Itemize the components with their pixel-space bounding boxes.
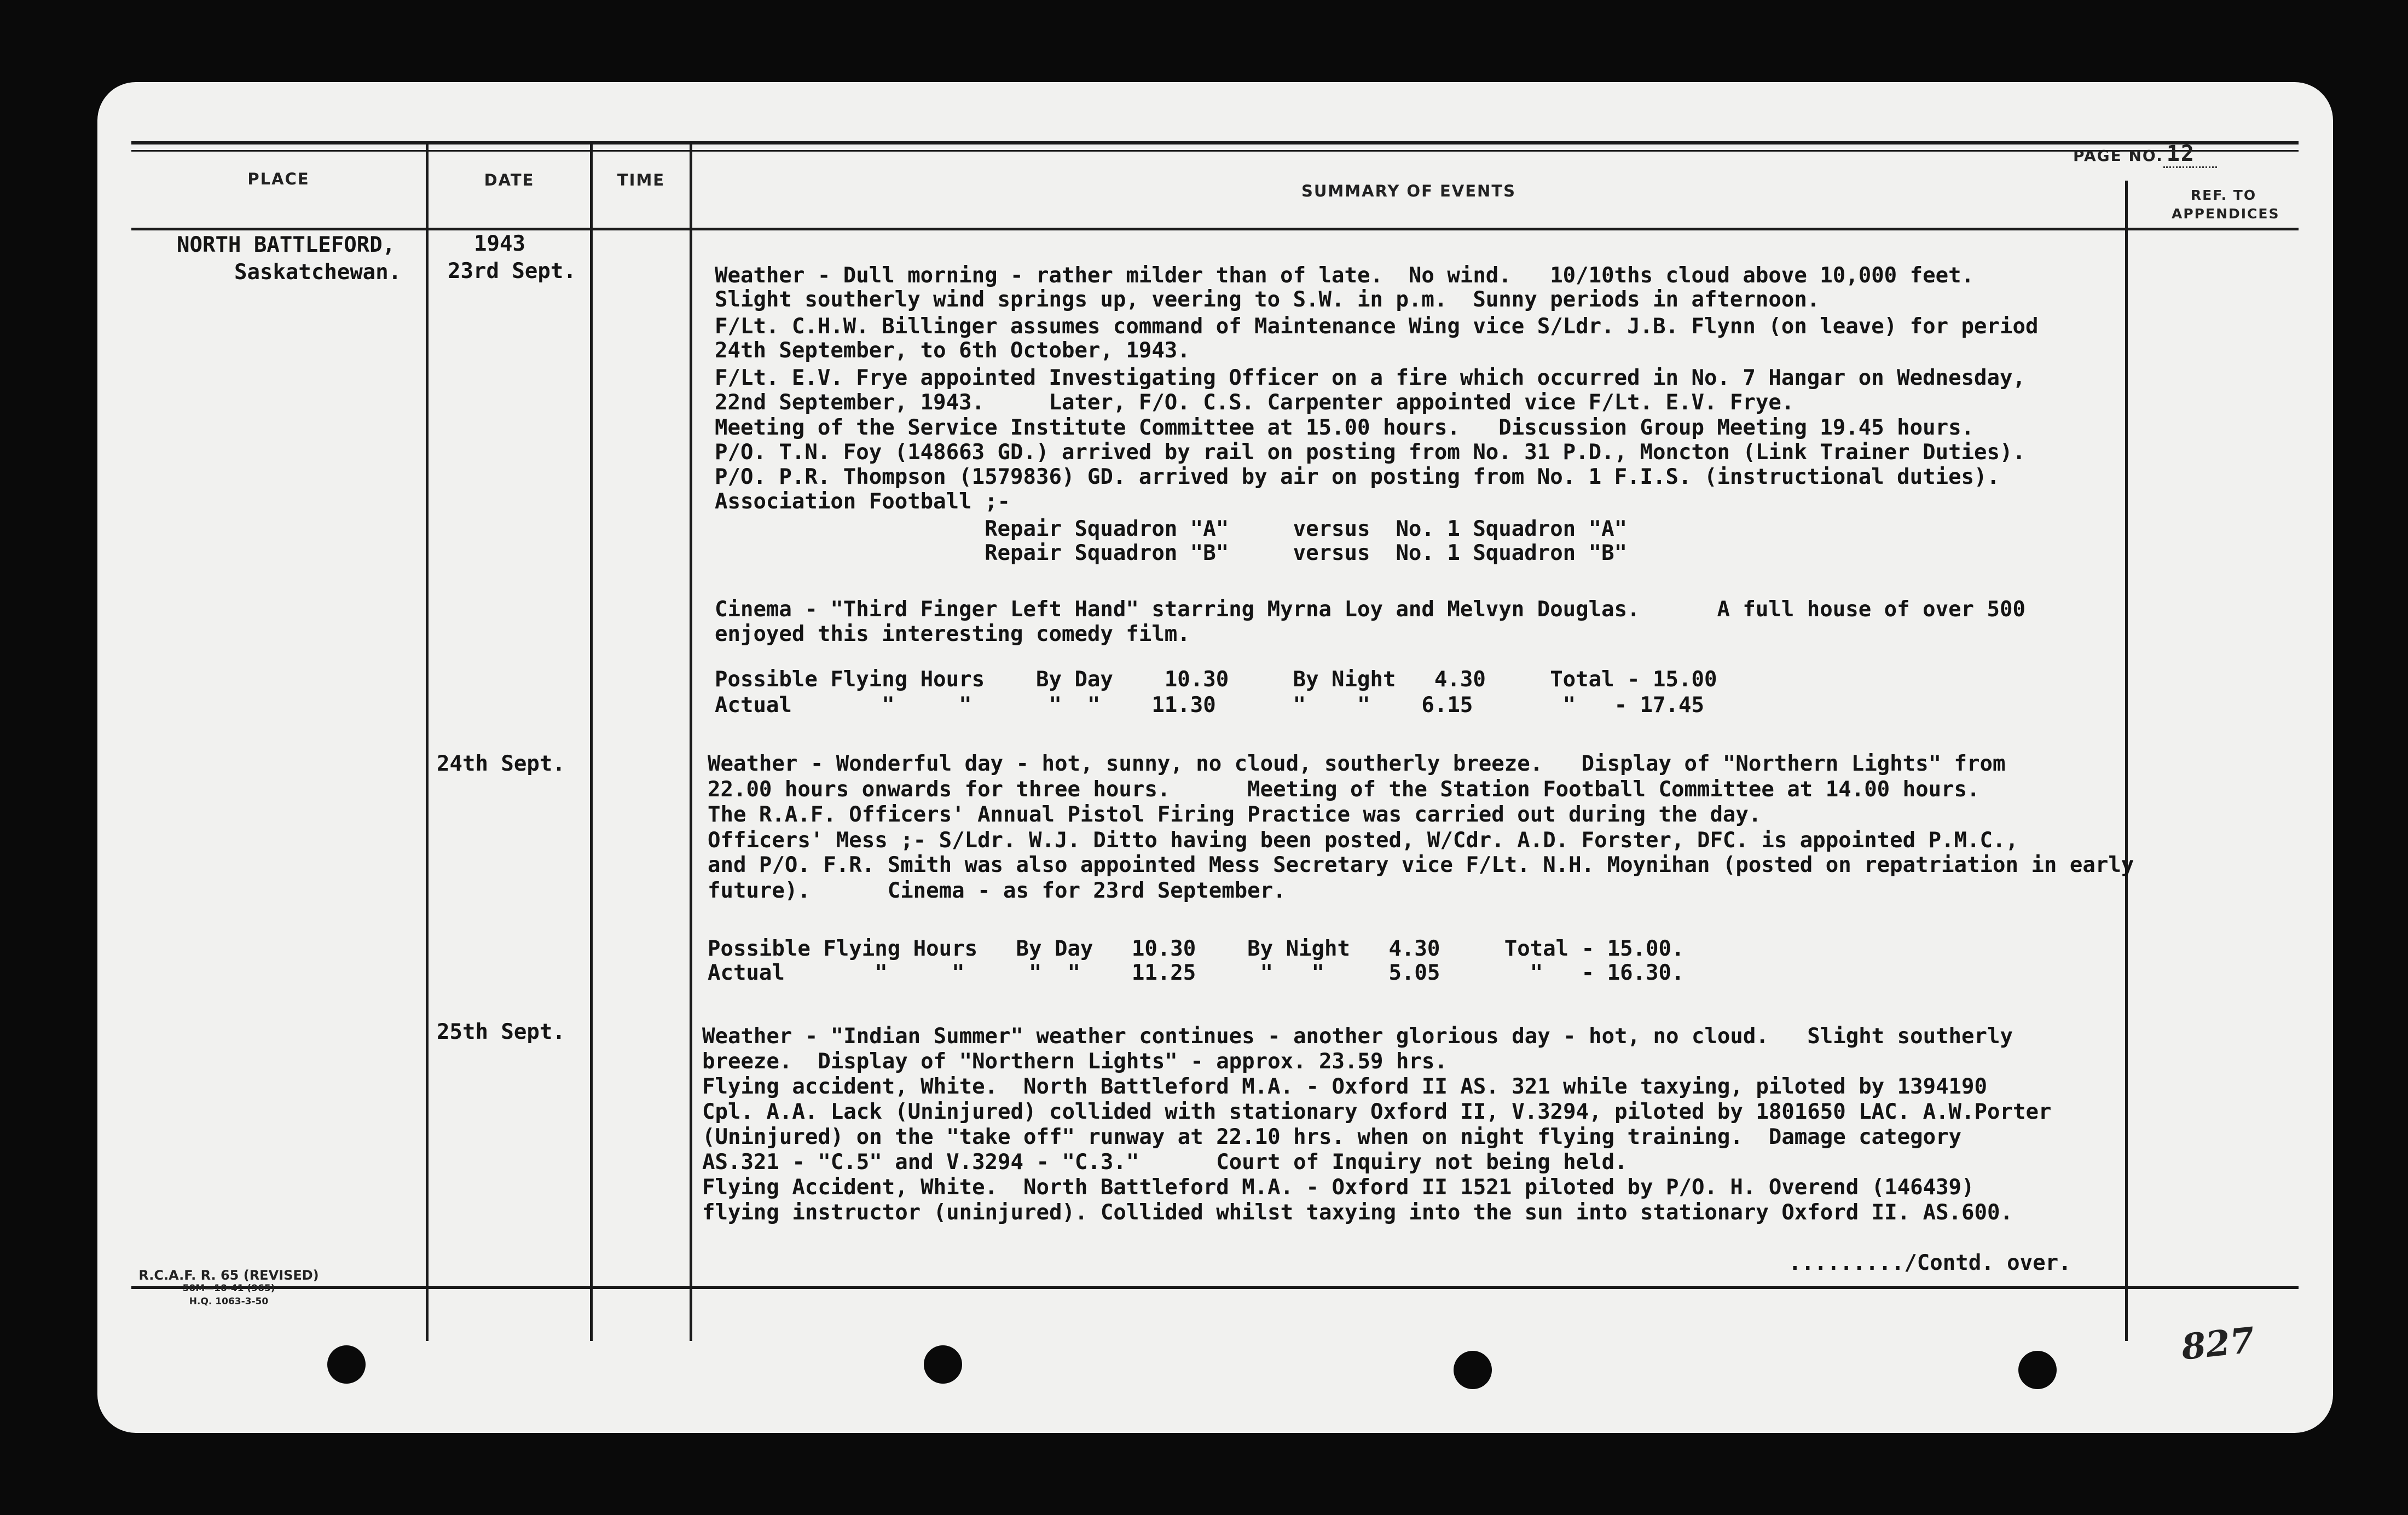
header-date: DATE [484,171,535,189]
entry-line: Meeting of the Service Institute Committee at 15.00 hours. Discussion Group Meeting 19.45 hours. [715,415,1975,440]
header-top-rule [131,141,2299,144]
entry-line: The R.A.F. Officers' Annual Pistol Firing Practice was carried out during the day. [708,802,1762,827]
page-number [2073,141,2217,166]
header-place: PLACE [247,170,310,188]
header-bottom-rule [131,228,2299,230]
entry-line: flying instructor (uninjured). Collided whilst taxying into the sun into stationary Oxford II. AS.600. [702,1200,2013,1225]
page-number-label: PAGE NO. [2073,147,2163,165]
entry-line: P/O. P.R. Thompson (1579836) GD. arrived by air on posting from No. 1 F.I.S. (instructional duties). [715,465,2000,489]
entry-line: and P/O. F.R. Smith was also appointed Mess Secretary vice F/Lt. N.H. Moynihan (posted on repatriation in early [708,853,2134,877]
entry-line: Cinema - "Third Finger Left Hand" starring Myrna Loy and Melvyn Douglas. A full house of over 500 [715,597,2025,622]
flying-hours-possible: Possible Flying Hours By Day 10.30 By Night 4.30 Total - 15.00. [708,936,1685,961]
date-year: 1943 [474,232,525,256]
entry-line: 24th September, to 6th October, 1943. [715,338,1190,363]
header-time: TIME [617,171,665,189]
handwritten-number: 827 [2179,1320,2257,1368]
binder-hole [327,1345,366,1384]
column-divider-place [426,141,429,1341]
place-line-2: Saskatchewan. [234,260,402,285]
date-23rd-sept: 23rd Sept. [448,259,576,284]
entry-line: Slight southerly wind springs up, veering to S.W. in p.m. Sunny periods in afternoon. [715,287,1820,312]
binder-hole [924,1345,962,1384]
header-summary: SUMMARY OF EVENTS [1301,182,1516,200]
entry-line: Flying accident, White. North Battleford M.A. - Oxford II AS. 321 while taxying, piloted by 1394190 [702,1074,1987,1099]
entry-line: P/O. T.N. Foy (148663 GD.) arrived by rail on posting from No. 31 P.D., Moncton (Link Trainer Duties). [715,440,2025,465]
entry-line: Association Football ;- [715,489,1011,514]
entry-line: Flying Accident, White. North Battleford M.A. - Oxford II 1521 piloted by P/O. H. Overend (146439) [702,1175,1975,1200]
place-line-1: NORTH BATTLEFORD, [177,233,396,257]
column-divider-ref [2125,181,2128,1341]
entry-line: (Uninjured) on the "take off" runway at 22.10 hrs. when on night flying training. Damage category [702,1125,1962,1149]
entry-line: Cpl. A.A. Lack (Uninjured) collided with stationary Oxford II, V.3294, piloted by 1801650 LAC. A.W.Porter [702,1100,2052,1124]
record-sheet [97,82,2333,1433]
date-25th-sept: 25th Sept. [437,1020,565,1044]
column-divider-date [590,141,593,1341]
entry-line: Weather - "Indian Summer" weather continues - another glorious day - hot, no cloud. Slight southerly [702,1024,2013,1049]
date-24th-sept: 24th Sept. [437,751,565,776]
form-code-line: H.Q. 1063-3-50 [189,1296,269,1307]
entry-line: future). Cinema - as for 23rd September. [708,878,1286,903]
entry-line: enjoyed this interesting comedy film. [715,622,1190,646]
flying-hours-actual: Actual " " " " 11.25 " " 5.05 " - 16.30. [708,961,1685,985]
entry-line: Weather - Dull morning - rather milder than of late. No wind. 10/10ths cloud above 10,000 feet. [715,263,1975,288]
entry-line: F/Lt. C.H.W. Billinger assumes command of Maintenance Wing vice S/Ldr. J.B. Flynn (on leave) for period [715,314,2039,339]
entry-line: Repair Squadron "B" versus No. 1 Squadron "B" [715,541,1628,565]
footer-rule [131,1286,2299,1289]
binder-hole [2018,1351,2057,1389]
binder-hole [1454,1351,1492,1389]
entry-line: Weather - Wonderful day - hot, sunny, no cloud, southerly breeze. Display of "Northern Lights" from [708,751,2006,776]
entry-line: Repair Squadron "A" versus No. 1 Squadron "A" [715,517,1628,541]
flying-hours-actual: Actual " " " " 11.30 " " 6.15 " - 17.45 [715,693,1704,718]
column-divider-time [690,141,692,1341]
form-code-line: 50M—10-41 (965) [182,1283,275,1294]
entry-line: 22nd September, 1943. Later, F/O. C.S. Carpenter appointed vice F/Lt. E.V. Frye. [715,390,1795,415]
form-code-line: R.C.A.F. R. 65 (REVISED) [138,1268,319,1283]
entry-line: F/Lt. E.V. Frye appointed Investigating Officer on a fire which occurred in No. 7 Hangar on Wednesday, [715,366,2025,390]
continued-over: ........./Contd. over. [1788,1251,2071,1275]
form-code [114,1269,344,1308]
entry-line: Officers' Mess ;- S/Ldr. W.J. Ditto having been posted, W/Cdr. A.D. Forster, DFC. is appointed P.M.C., [708,828,2018,853]
header-top-rule-2 [131,150,2299,152]
entry-line: 22.00 hours onwards for three hours. Meeting of the Station Football Committee at 14.00 hours. [708,777,1980,802]
page-number-value: 12 [2163,141,2217,168]
header-ref-appendices: REF. TO APPENDICES [2172,187,2280,222]
flying-hours-possible: Possible Flying Hours By Day 10.30 By Night 4.30 Total - 15.00 [715,667,1717,692]
entry-line: breeze. Display of "Northern Lights" - approx. 23.59 hrs. [702,1049,1448,1074]
entry-line: AS.321 - "C.5" and V.3294 - "C.3." Court of Inquiry not being held. [702,1150,1628,1175]
